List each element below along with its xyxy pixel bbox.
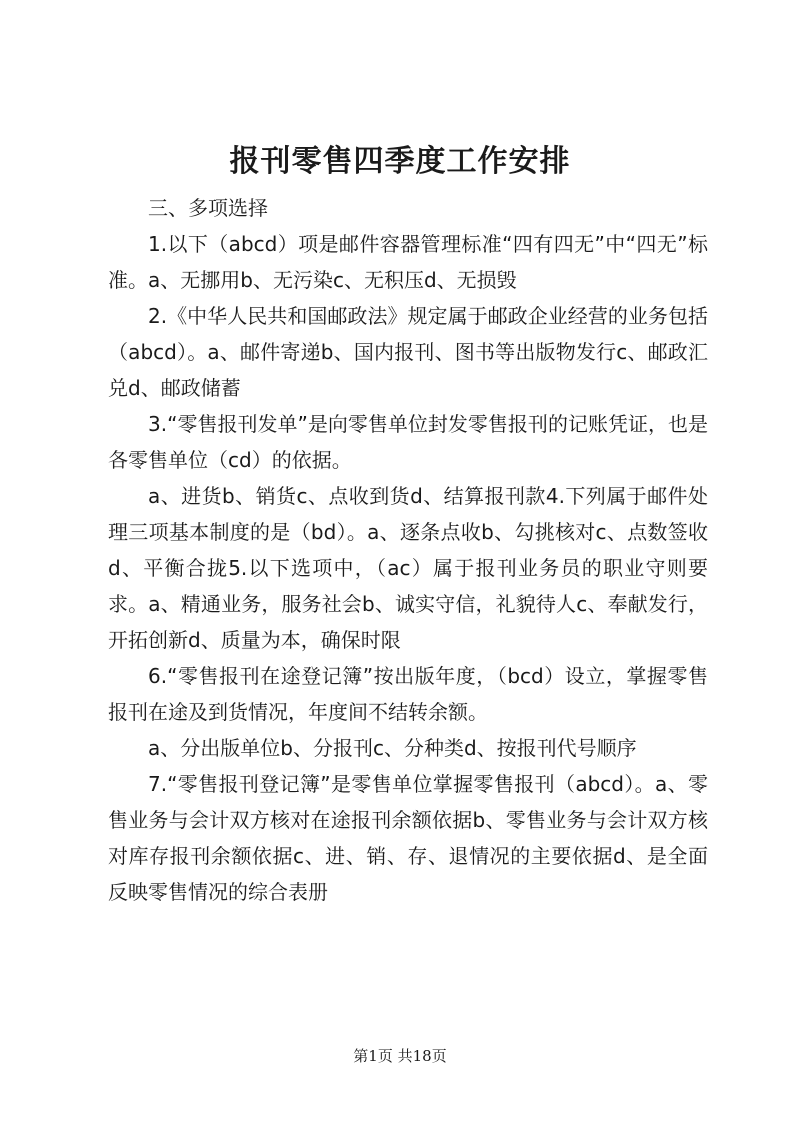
question-paragraph: a、进货b、销货c、点收到货d、结算报刊款4.下列属于邮件处理三项基本制度的是（bd）。a、逐条点收b、勾挑核对c、点数签收d、平衡合拢5.以下选项中，（ac）属于报刊业务员的职业守则要求。a、精通业务，服务社会b、诚实守信，礼貌待人c、奉献发行，开拓创新d、质量为本，确保时限 (108, 484, 708, 652)
question-paragraph: 3.“零售报刊发单”是向零售单位封发零售报刊的记账凭证，也是各零售单位（cd）的依据。 (108, 412, 708, 472)
question-paragraph: 2.《中华人民共和国邮政法》规定属于邮政企业经营的业务包括（abcd）。a、邮件寄递b、国内报刊、图书等出版物发行c、邮政汇兑d、邮政储蓄 (108, 304, 708, 400)
document-title: 报刊零售四季度工作安排 (229, 144, 571, 179)
question-paragraph: 7.“零售报刊登记簿”是零售单位掌握零售报刊（abcd）。a、零售业务与会计双方核对在途报刊余额依据b、零售业务与会计双方核对库存报刊余额依据c、进、销、存、退情况的主要依据d、是全面反映零售情况的综合表册 (108, 772, 708, 904)
section-heading: 三、多项选择 (148, 196, 268, 220)
page-number-footer: 第1页 共18页 (353, 1047, 447, 1065)
question-paragraph: 1.以下（abcd）项是邮件容器管理标准“四有四无”中“四无”标准。a、无挪用b、无污染c、无积压d、无损毁 (108, 232, 708, 292)
question-paragraph: a、分出版单位b、分报刊c、分种类d、按报刊代号顺序 (148, 736, 637, 760)
document-body (108, 190, 708, 910)
question-paragraph: 6.“零售报刊在途登记簿”按出版年度，（bcd）设立，掌握零售报刊在途及到货情况，年度间不结转余额。 (108, 664, 708, 724)
